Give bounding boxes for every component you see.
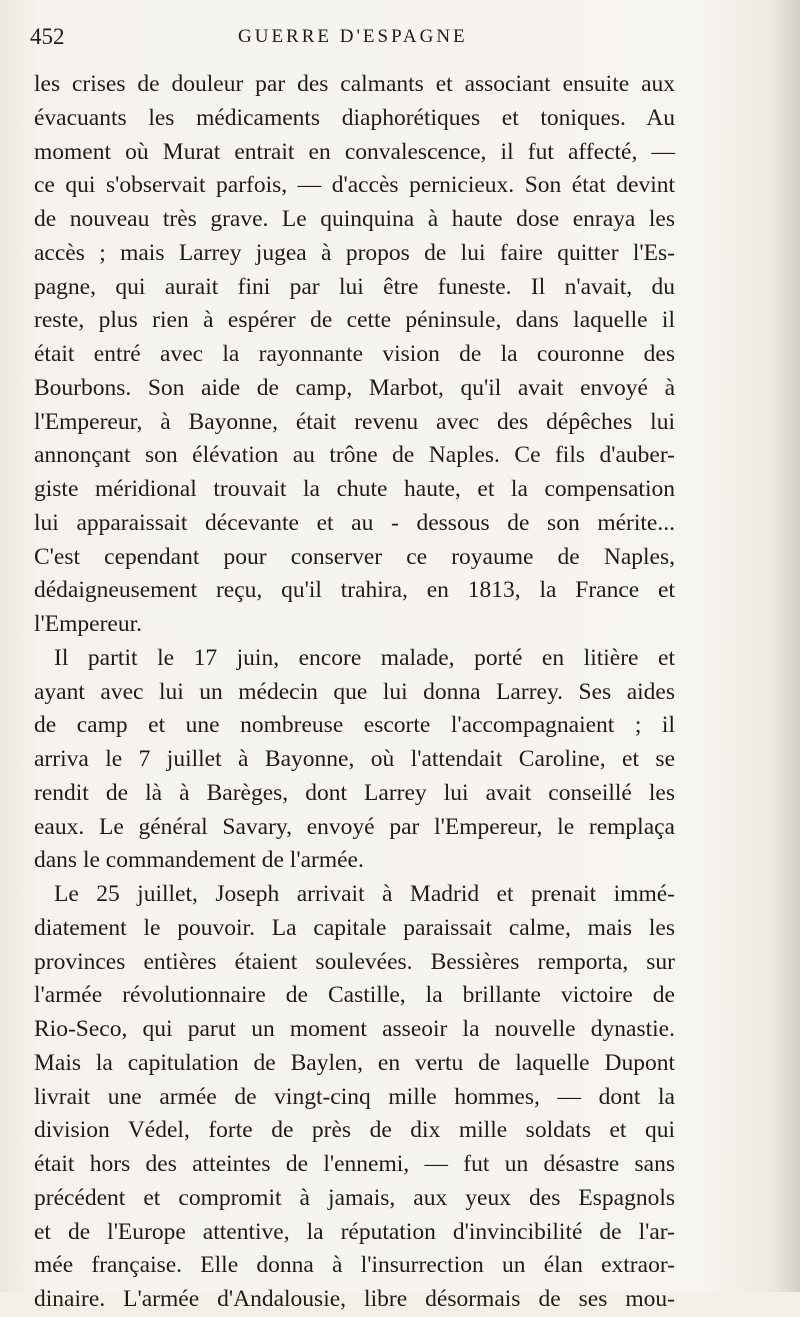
text-line: pagne, qui aurait fini par lui être funeste. Il n'avait, du [34,273,675,300]
text-line: ce qui s'observait parfois, — d'accès pernicieux. Son état devint [34,172,675,199]
text-line: livrait une armée de vingt-cinq mille hommes, — dont la [34,1083,675,1110]
text-line: moment où Murat entrait en convalescence, il fut affecté, — [34,138,675,165]
text-line: giste méridional trouvait la chute haute, et la compensation [34,476,675,502]
text-line: Le 25 juillet, Joseph arrivait à Madrid et prenait immé- [54,881,675,907]
text-line: mée française. Elle donna à l'insurrection un élan extraor- [34,1252,675,1279]
page-number: 452 [30,24,65,49]
text-line: l'armée révolutionnaire de Castille, la brillante victoire de [34,982,675,1009]
text-line: Bourbons. Son aide de camp, Marbot, qu'il avait envoyé à [34,374,675,401]
text-line: accès ; mais Larrey jugea à propos de lui faire quitter l'Es- [34,239,675,266]
text-line: lui apparaissait décevante et au - dessous de son mérite... [34,509,675,536]
text-line: Il partit le 17 juin, encore malade, porté en litière et [54,644,675,671]
text-line: division Védel, forte de près de dix mille soldats et qui [34,1117,675,1144]
running-title: GUERRE D'ESPAGNE [238,26,468,47]
text-line: était hors des atteintes de l'ennemi, — fut un désastre sans [34,1151,675,1177]
text-line: C'est cependant pour conserver ce royaume de Naples, [34,543,675,570]
text-line: ayant avec lui un médecin que lui donna Larrey. Ses aides [34,678,675,705]
text-line: Rio-Seco, qui parut un moment asseoir la nouvelle dynastie. [34,1016,675,1042]
text-line: Mais la capitulation de Baylen, en vertu de laquelle Dupont [34,1049,675,1076]
text-line: diatement le pouvoir. La capitale paraissait calme, mais les [34,914,675,941]
text-line: de nouveau très grave. Le quinquina à haute dose enraya les [34,206,675,232]
running-head [30,24,680,54]
text-line: dinaire. L'armée d'Andalousie, libre désormais de ses mou- [34,1286,675,1312]
text-line: l'Empereur, à Bayonne, était revenu avec des dépêches lui [34,408,675,435]
text-line: rendit de là à Barèges, dont Larrey lui avait conseillé les [34,779,675,806]
text-line: les crises de douleur par des calmants et associant ensuite aux [34,71,675,97]
text-line: l'Empereur. [34,611,142,637]
text-line: de camp et une nombreuse escorte l'accompagnaient ; il [34,712,675,739]
text-line: précédent et compromit à jamais, aux yeux des Espagnols [34,1184,675,1211]
text-line: annonçant son élévation au trône de Naples. Ce fils d'auber- [34,442,675,469]
text-line: arriva le 7 juillet à Bayonne, où l'attendait Caroline, et se [34,746,675,772]
text-line: dédaigneusement reçu, qu'il trahira, en 1813, la France et [34,577,675,604]
text-line: et de l'Europe attentive, la réputation d'invincibilité de l'ar- [34,1218,675,1245]
text-line: évacuants les médicaments diaphorétiques et toniques. Au [34,104,675,131]
text-line: eaux. Le général Savary, envoyé par l'Empereur, le remplaça [34,813,675,840]
text-line: dans le commandement de l'armée. [34,847,364,874]
text-line: provinces entières étaient soulevées. Bessières remporta, sur [34,948,675,975]
text-line: était entré avec la rayonnante vision de la couronne des [34,341,675,367]
body-text [34,68,675,1317]
text-line: reste, plus rien à espérer de cette péninsule, dans laquelle il [34,307,675,334]
page-edge-shadow [772,0,800,1292]
